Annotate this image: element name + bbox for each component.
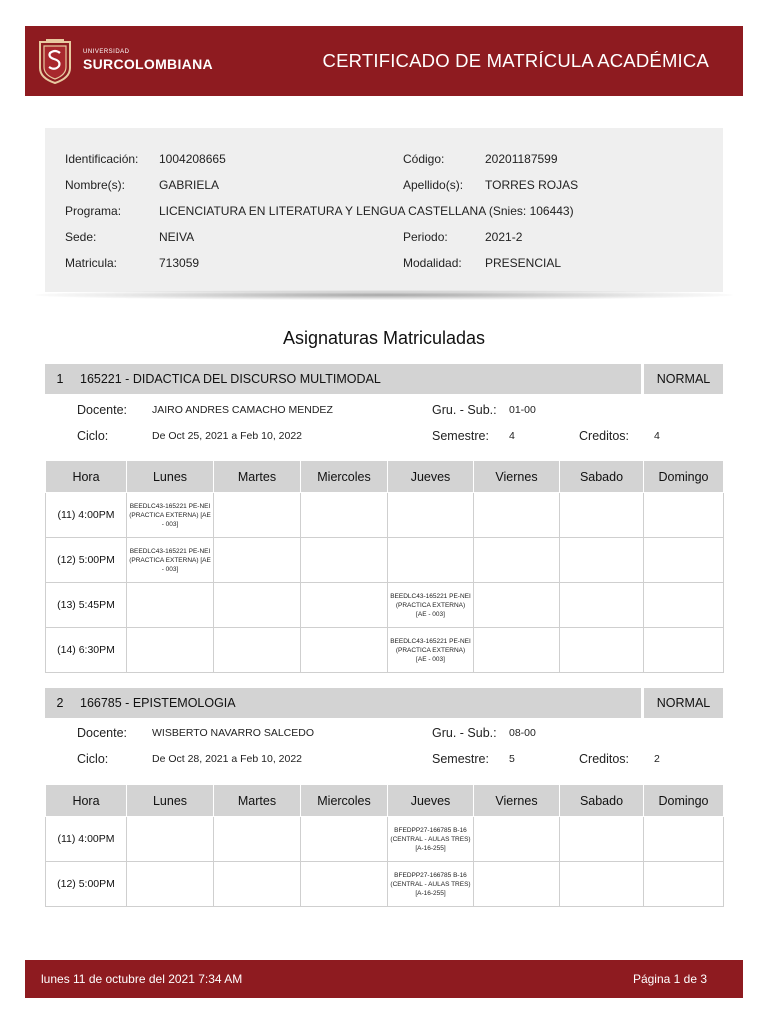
hora-cell: (11) 4:00PM <box>46 493 127 538</box>
schedule-cell <box>214 817 301 862</box>
schedule-cell <box>644 493 724 538</box>
col-lunes: Lunes <box>127 461 214 493</box>
schedule-cell <box>644 862 724 907</box>
col-miercoles: Miercoles <box>301 785 388 817</box>
col-sabado: Sabado <box>560 785 644 817</box>
page-footer <box>25 960 743 998</box>
docente-label: Docente: <box>77 726 128 740</box>
table-row <box>46 583 724 628</box>
col-hora: Hora <box>46 461 127 493</box>
course-number: 2 <box>56 696 64 710</box>
grupo-label: Gru. - Sub.: <box>432 403 497 417</box>
docente-value: WISBERTO NAVARRO SALCEDO <box>152 727 315 739</box>
schedule-cell <box>644 628 724 673</box>
semestre-value: 5 <box>509 753 515 765</box>
class-location: BFEDPP27-166785 B-16 (CENTRAL - AULAS TRES) [A-16-255] <box>390 871 471 897</box>
class-location: BFEDPP27-166785 B-16 (CENTRAL - AULAS TRES) [A-16-255] <box>390 826 471 852</box>
col-sabado: Sabado <box>560 461 644 493</box>
schedule-cell <box>560 583 644 628</box>
print-date: lunes 11 de octubre del 2021 7:34 AM <box>41 972 243 986</box>
schedule-cell <box>127 583 214 628</box>
hora-cell: (13) 5:45PM <box>46 583 127 628</box>
schedule-cell <box>214 583 301 628</box>
grupo-value: 01-00 <box>509 404 536 416</box>
programa-label: Programa: <box>65 204 122 218</box>
document-title: CERTIFICADO DE MATRÍCULA ACADÉMICA <box>322 50 709 71</box>
sede-label: Sede: <box>65 230 97 244</box>
schedule-header-row <box>46 785 724 817</box>
schedule-header-row <box>46 461 724 493</box>
creditos-value: 4 <box>654 430 660 442</box>
periodo-value: 2021-2 <box>485 230 523 244</box>
schedule-cell <box>388 817 474 862</box>
schedule-cell <box>474 493 560 538</box>
page-number: Página 1 de 3 <box>632 972 707 986</box>
col-miercoles: Miercoles <box>301 461 388 493</box>
class-location: BEEDLC43-165221 PE-NEI (PRACTICA EXTERNA) [AE - 003] <box>129 547 211 573</box>
ciclo-value: De Oct 28, 2021 a Feb 10, 2022 <box>152 753 303 765</box>
course-name: 165221 - DIDACTICA DEL DISCURSO MULTIMODAL <box>80 372 381 386</box>
hora-cell: (12) 5:00PM <box>46 862 127 907</box>
identificacion-label: Identificación: <box>65 152 139 166</box>
schedule-cell <box>127 628 214 673</box>
schedule-cell <box>301 538 388 583</box>
schedule-cell <box>127 817 214 862</box>
schedule-cell <box>127 493 214 538</box>
schedule-cell <box>214 493 301 538</box>
table-row <box>46 538 724 583</box>
schedule-cell <box>388 538 474 583</box>
schedule-cell <box>560 862 644 907</box>
modalidad-label: Modalidad: <box>403 256 462 270</box>
programa-value: LICENCIATURA EN LITERATURA Y LENGUA CASTELLANA (Snies: 106443) <box>159 204 574 218</box>
semestre-label: Semestre: <box>432 429 489 443</box>
creditos-label: Creditos: <box>579 429 630 443</box>
nombres-label: Nombre(s): <box>65 178 126 192</box>
schedule-table <box>45 784 724 907</box>
logo-big-text: SURCOLOMBIANA <box>83 56 213 72</box>
col-lunes: Lunes <box>127 785 214 817</box>
matricula-label: Matricula: <box>65 256 118 270</box>
apellidos-value: TORRES ROJAS <box>485 178 579 192</box>
col-martes: Martes <box>214 785 301 817</box>
schedule-cell <box>644 583 724 628</box>
col-viernes: Viernes <box>474 461 560 493</box>
docente-value: JAIRO ANDRES CAMACHO MENDEZ <box>152 404 333 416</box>
hora-cell: (11) 4:00PM <box>46 817 127 862</box>
course-number: 1 <box>56 372 64 386</box>
course-header <box>45 688 723 718</box>
col-viernes: Viernes <box>474 785 560 817</box>
schedule-cell <box>644 817 724 862</box>
docente-label: Docente: <box>77 403 128 417</box>
table-row <box>46 628 724 673</box>
page-header <box>25 26 743 96</box>
ciclo-label: Ciclo: <box>77 752 109 766</box>
col-domingo: Domingo <box>644 785 724 817</box>
university-wordmark <box>83 49 213 72</box>
info-box-shadow <box>35 290 733 300</box>
section-title: Asignaturas Matriculadas <box>282 328 486 348</box>
col-domingo: Domingo <box>644 461 724 493</box>
schedule-cell <box>214 538 301 583</box>
matricula-value: 713059 <box>159 256 200 270</box>
class-location: BEEDLC43-165221 PE-NEI (PRACTICA EXTERNA) [AE - 003] <box>390 637 471 663</box>
schedule-cell <box>301 583 388 628</box>
schedule-cell <box>388 493 474 538</box>
schedule-cell <box>214 862 301 907</box>
schedule-cell <box>474 862 560 907</box>
schedule-cell <box>214 628 301 673</box>
schedule-cell <box>560 628 644 673</box>
course-name: 166785 - EPISTEMOLOGIA <box>80 696 236 710</box>
schedule-table <box>45 460 724 673</box>
nombres-value: GABRIELA <box>159 178 220 192</box>
table-row <box>46 862 724 907</box>
schedule-cell <box>127 538 214 583</box>
schedule-cell <box>301 817 388 862</box>
logo-small-text: UNIVERSIDAD <box>83 49 130 55</box>
schedule-cell <box>388 583 474 628</box>
col-hora: Hora <box>46 785 127 817</box>
grupo-label: Gru. - Sub.: <box>432 726 497 740</box>
hora-cell: (12) 5:00PM <box>46 538 127 583</box>
sede-value: NEIVA <box>159 230 195 244</box>
creditos-value: 2 <box>654 753 660 765</box>
creditos-label: Creditos: <box>579 752 630 766</box>
course-status: NORMAL <box>641 688 723 718</box>
schedule-cell <box>474 628 560 673</box>
class-location: BEEDLC43-165221 PE-NEI (PRACTICA EXTERNA) [AE - 003] <box>129 502 211 528</box>
schedule-cell <box>474 583 560 628</box>
periodo-label: Periodo: <box>403 230 448 244</box>
schedule-cell <box>474 538 560 583</box>
schedule-cell <box>560 817 644 862</box>
class-location: BEEDLC43-165221 PE-NEI (PRACTICA EXTERNA) [AE - 003] <box>390 592 471 618</box>
ciclo-label: Ciclo: <box>77 429 109 443</box>
col-martes: Martes <box>214 461 301 493</box>
course-status: NORMAL <box>641 364 723 394</box>
schedule-cell <box>301 493 388 538</box>
schedule-cell <box>644 538 724 583</box>
schedule-cell <box>560 538 644 583</box>
col-jueves: Jueves <box>388 785 474 817</box>
schedule-cell <box>301 628 388 673</box>
schedule-cell <box>474 817 560 862</box>
schedule-cell <box>388 628 474 673</box>
table-row <box>46 817 724 862</box>
semestre-label: Semestre: <box>432 752 489 766</box>
university-shield-logo <box>37 38 73 84</box>
hora-cell: (14) 6:30PM <box>46 628 127 673</box>
grupo-value: 08-00 <box>509 727 536 739</box>
table-row <box>46 493 724 538</box>
codigo-label: Código: <box>403 152 445 166</box>
schedule-cell <box>301 862 388 907</box>
schedule-cell <box>127 862 214 907</box>
schedule-cell <box>560 493 644 538</box>
schedule-cell <box>388 862 474 907</box>
modalidad-value: PRESENCIAL <box>485 256 562 270</box>
col-jueves: Jueves <box>388 461 474 493</box>
codigo-value: 20201187599 <box>485 152 558 166</box>
identificacion-value: 1004208665 <box>159 152 226 166</box>
apellidos-label: Apellido(s): <box>403 178 464 192</box>
ciclo-value: De Oct 25, 2021 a Feb 10, 2022 <box>152 430 303 442</box>
course-header <box>45 364 723 394</box>
semestre-value: 4 <box>509 430 515 442</box>
